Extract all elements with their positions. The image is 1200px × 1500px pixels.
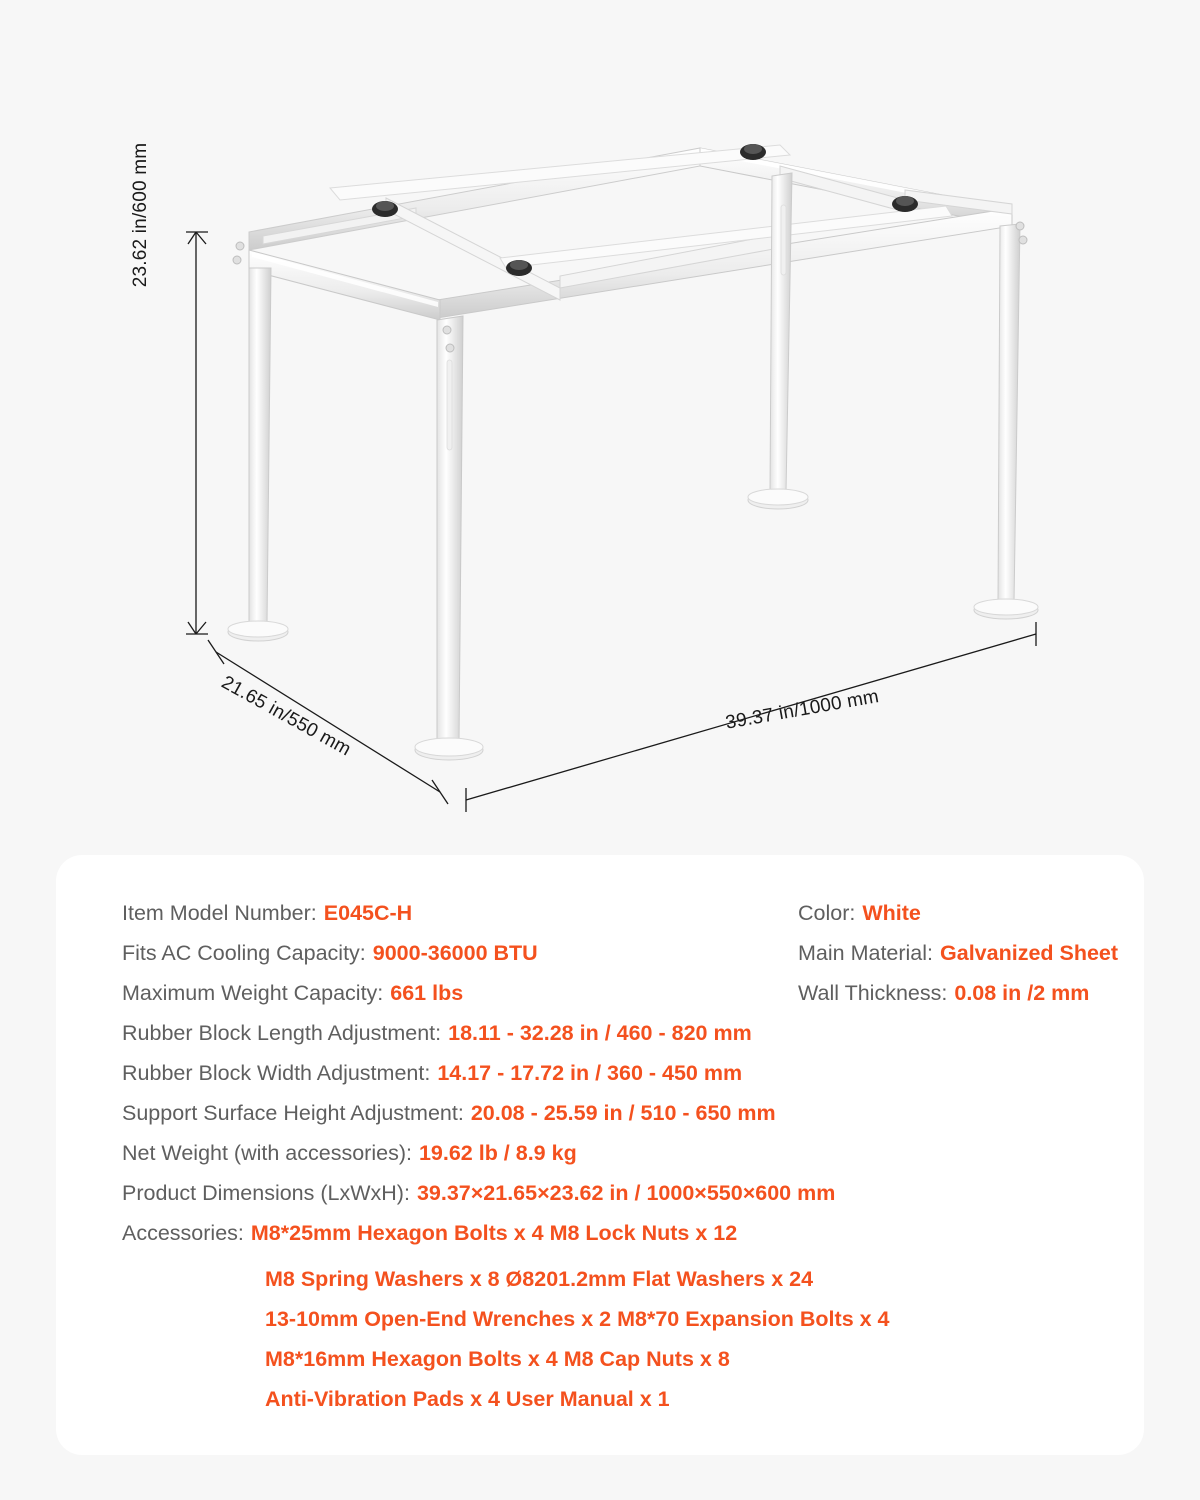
spec-value-weight-capacity: 661 lbs <box>390 981 464 1005</box>
spec-value-net-weight: 19.62 lb / 8.9 kg <box>418 1141 577 1165</box>
dimension-width-label: 39.37 in/1000 mm <box>724 686 881 734</box>
specification-card <box>56 855 1144 1455</box>
spec-value-rubber-block-length: 18.11 - 32.28 in / 460 - 820 mm <box>448 1021 752 1045</box>
spec-value-cooling-capacity: 9000-36000 BTU <box>372 941 538 965</box>
accessories-block <box>122 1219 1104 1419</box>
spec-label-model: Item Model Number: <box>122 901 317 925</box>
spec-row-product-dimensions <box>122 1179 1104 1208</box>
spec-label-product-dimensions: Product Dimensions (LxWxH): <box>122 1181 410 1205</box>
spec-value-support-height: 20.08 - 25.59 in / 510 - 650 mm <box>470 1101 776 1125</box>
spec-row-net-weight <box>122 1139 1104 1168</box>
spec-label-rubber-block-length: Rubber Block Length Adjustment: <box>122 1021 442 1045</box>
spec-value-main-material: Galvanized Sheet <box>940 941 1119 965</box>
accessories-line-2: M8 Spring Washers x 8 Ø8201.2mm Flat Washers x 24 <box>265 1267 814 1291</box>
spec-row-cooling-capacity <box>122 939 1119 968</box>
spec-value-rubber-block-width: 14.17 - 17.72 in / 360 - 450 mm <box>437 1061 743 1085</box>
spec-label-rubber-block-width: Rubber Block Width Adjustment: <box>122 1061 431 1085</box>
spec-row-support-height <box>122 1099 1104 1128</box>
stand-frame <box>228 144 1038 760</box>
specification-list <box>122 899 1119 1419</box>
bolt-head <box>372 201 398 217</box>
accessories-line-1: M8*25mm Hexagon Bolts x 4 M8 Lock Nuts x 12 <box>250 1221 738 1245</box>
spec-row-model <box>122 899 1104 928</box>
spec-value-color: White <box>862 901 921 925</box>
dimension-height-label: 23.62 in/600 mm <box>130 142 151 288</box>
bolt-head <box>506 260 532 276</box>
accessories-label: Accessories: <box>122 1221 244 1245</box>
spec-value-wall-thickness: 0.08 in /2 mm <box>954 981 1090 1005</box>
spec-label-support-height: Support Surface Height Adjustment: <box>122 1101 464 1125</box>
spec-label-color: Color: <box>798 901 856 925</box>
spec-label-main-material: Main Material: <box>798 941 934 965</box>
spec-label-wall-thickness: Wall Thickness: <box>798 981 948 1005</box>
spec-value-model: E045C-H <box>323 901 413 925</box>
bolt-head <box>740 144 766 160</box>
dimension-depth-label: 21.65 in/550 mm <box>217 672 355 761</box>
spec-value-product-dimensions: 39.37×21.65×23.62 in / 1000×550×600 mm <box>416 1181 836 1205</box>
spec-row-weight-capacity <box>122 979 1104 1008</box>
spec-row-rubber-block-length <box>122 1019 1104 1048</box>
accessories-line-3: 13-10mm Open-End Wrenches x 2 M8*70 Expansion Bolts x 4 <box>265 1307 890 1331</box>
accessories-line-5: Anti-Vibration Pads x 4 User Manual x 1 <box>265 1387 670 1411</box>
spec-label-cooling-capacity: Fits AC Cooling Capacity: <box>122 941 366 965</box>
spec-label-net-weight: Net Weight (with accessories): <box>122 1141 412 1165</box>
spec-label-weight-capacity: Maximum Weight Capacity: <box>122 981 384 1005</box>
accessories-first-row <box>122 1219 1104 1248</box>
spec-row-rubber-block-width <box>122 1059 1104 1088</box>
accessories-line-4: M8*16mm Hexagon Bolts x 4 M8 Cap Nuts x 8 <box>265 1347 730 1371</box>
bolt-head <box>892 196 918 212</box>
